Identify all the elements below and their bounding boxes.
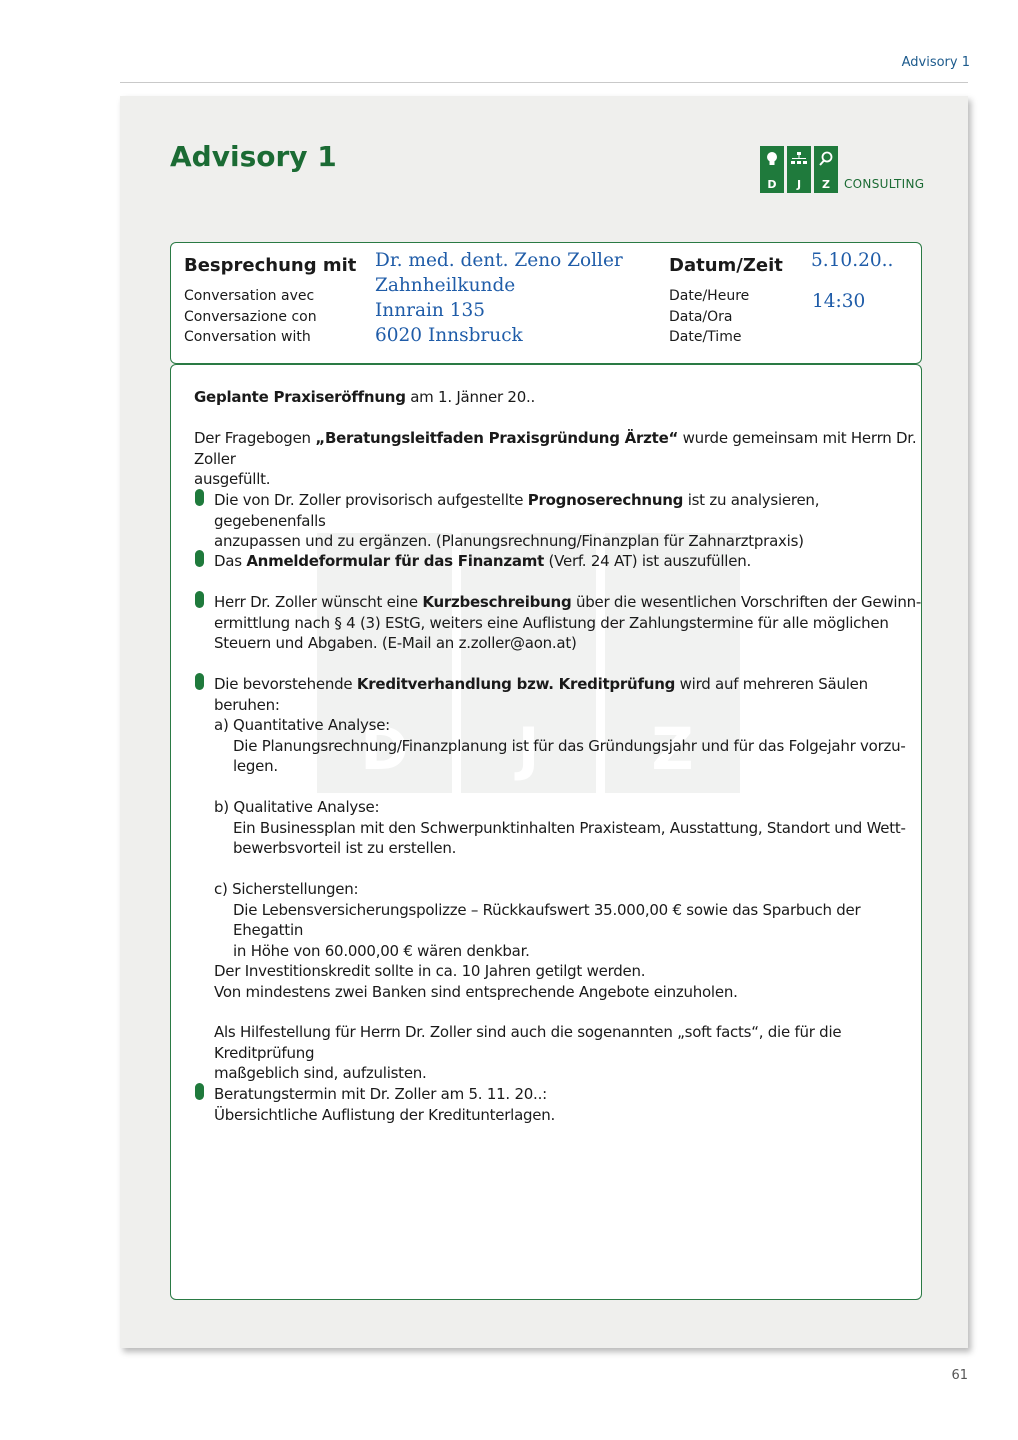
analysis-b-heading: b) Qualitative Analyse: (214, 798, 380, 816)
analysis-a-heading: a) Quantitative Analyse: (214, 716, 390, 734)
lightbulb-icon (763, 150, 781, 170)
soft-facts-line2: maßgeblich sind, aufzulisten. (214, 1064, 427, 1082)
analysis-securities (214, 879, 921, 961)
watermark-letter-j: J (517, 715, 540, 783)
analysis-qualitative (214, 797, 906, 859)
questionnaire-text-b: wurde gemeinsam mit Herrn Dr. Zoller (194, 429, 917, 468)
task-credit-b: wird auf mehreren Säulen beruhen: (214, 675, 868, 714)
analysis-a-line2: legen. (233, 757, 278, 775)
datetime-label: Datum/Zeit (669, 255, 783, 276)
bullet-marker (195, 591, 204, 608)
task-forecast-bold: Prognoserechnung (527, 491, 684, 509)
meeting-time: 14:30 (812, 291, 866, 312)
logo-wordmark: CONSULTING (844, 177, 925, 191)
analysis-b-line2: bewerbsvorteil ist zu erstellen. (233, 839, 457, 857)
task-summary-b: über die wesentlichen Vorschriften der Gewinn- (571, 593, 922, 611)
analysis-c-heading: c) Sicherstellungen: (214, 880, 359, 898)
questionnaire-text-c: ausgefüllt. (194, 470, 271, 488)
task-forecast-c: anzupassen und zu ergänzen. (Planungsrechnung/Finanzplan für Zahnarztpraxis) (214, 532, 804, 550)
logo-letter-d: D (767, 178, 777, 191)
planned-opening-bold: Geplante Praxiseröffnung (194, 388, 406, 406)
page-title: Advisory 1 (170, 140, 337, 173)
task-tax-form-b: (Verf. 24 AT) ist auszufüllen. (544, 552, 751, 570)
partner-name: Dr. med. dent. Zeno Zoller (375, 250, 623, 271)
task-followup (214, 1084, 555, 1125)
questionnaire-text-a: Der Fragebogen (194, 429, 316, 447)
task-credit-bold: Kreditverhandlung bzw. Kreditprüfung (356, 675, 676, 693)
task-tax-form (214, 551, 751, 572)
task-tax-form-bold: Anmeldeformular für das Finanzamt (246, 552, 544, 570)
logo-letter-z: Z (822, 178, 830, 191)
task-forecast-a: Die von Dr. Zoller provisorisch aufgestellte (214, 491, 528, 509)
planned-opening-line (194, 387, 535, 408)
task-summary-bold: Kurzbeschreibung (422, 593, 572, 611)
datetime-en: Date/Time (669, 329, 742, 345)
logo-box-d (760, 146, 784, 193)
task-summary-a: Herr Dr. Zoller wünscht eine (214, 593, 423, 611)
partner-city: 6020 Innsbruck (375, 325, 523, 346)
bullet-marker (195, 673, 204, 690)
task-summary-d: Steuern und Abgaben. (E-Mail an z.zoller@aon.at) (214, 634, 577, 652)
followup-line1: Beratungstermin mit Dr. Zoller am 5. 11. 20..: (214, 1085, 547, 1103)
datetime-it: Data/Ora (669, 308, 733, 325)
logo-letter-j: J (796, 178, 802, 191)
page-number: 61 (951, 1368, 968, 1383)
header-rule (120, 82, 968, 83)
translation-it: Conversazione con (184, 308, 317, 325)
questionnaire-paragraph (194, 428, 921, 490)
watermark-letter-d: D (360, 715, 409, 783)
logo-box-z (814, 146, 838, 193)
djz-logo (760, 146, 924, 193)
analysis-a-line1: Die Planungsrechnung/Finanzplanung ist für das Gründungsjahr und für das Folgejahr vorzu- (233, 736, 906, 755)
logo-box-j (787, 146, 811, 193)
task-forecast (214, 490, 921, 552)
meeting-with-translations (184, 286, 317, 348)
task-summary (214, 592, 921, 654)
credit-notes (214, 961, 738, 1002)
meeting-date: 5.10.20.. (811, 250, 894, 271)
task-forecast-b: ist zu analysieren, gegebenenfalls (214, 491, 820, 530)
questionnaire-title: „Beratungsleitfaden Praxisgründung Ärzte“ (315, 429, 679, 447)
datetime-translations (669, 286, 749, 348)
notes-box (170, 364, 922, 1300)
watermark-letter-z: Z (651, 715, 694, 783)
analysis-c-line2: in Höhe von 60.000,00 € wären denkbar. (233, 941, 530, 960)
network-icon (790, 150, 808, 170)
translation-en: Conversation with (184, 329, 311, 345)
followup-line2: Übersichtliche Auflistung der Kreditunterlagen. (214, 1105, 556, 1124)
bullet-marker (195, 550, 204, 567)
task-tax-form-a: Das (214, 552, 247, 570)
credit-notes-line1: Der Investitionskredit sollte in ca. 10 Jahren getilgt werden. (214, 962, 646, 980)
task-summary-c: ermittlung nach § 4 (3) EStG, weiters eine Auflistung der Zahlungstermine für alle möglichen (214, 613, 889, 632)
planned-opening-date: am 1. Jänner 20.. (405, 388, 536, 406)
soft-facts-note (214, 1022, 921, 1084)
bullet-marker (195, 489, 204, 506)
meeting-info-box (170, 242, 922, 364)
analysis-quantitative (214, 715, 906, 777)
bullet-marker (195, 1083, 204, 1100)
translation-fr: Conversation avec (184, 288, 315, 304)
datetime-fr: Date/Heure (669, 288, 750, 304)
partner-street: Innrain 135 (375, 300, 486, 321)
partner-address (375, 248, 623, 348)
meeting-with-label: Besprechung mit (184, 255, 357, 276)
running-head: Advisory 1 (901, 55, 970, 70)
analysis-b-line1: Ein Businessplan mit den Schwerpunktinhalten Praxisteam, Ausstattung, Standort und Wett- (233, 818, 906, 837)
advisory-card (120, 96, 968, 1348)
task-credit (214, 674, 921, 715)
magnifier-icon (817, 150, 835, 170)
partner-specialty: Zahnheilkunde (375, 275, 516, 296)
credit-notes-line2: Von mindestens zwei Banken sind entsprechende Angebote einzuholen. (214, 982, 738, 1001)
analysis-c-line1: Die Lebensversicherungspolizze – Rückkaufswert 35.000,00 € sowie das Sparbuch der Ehegattin (233, 900, 861, 939)
task-credit-a: Die bevorstehende (214, 675, 357, 693)
soft-facts-line1: Als Hilfestellung für Herrn Dr. Zoller sind auch die sogenannten „soft facts“, die für die Kreditprüfung (214, 1023, 842, 1062)
